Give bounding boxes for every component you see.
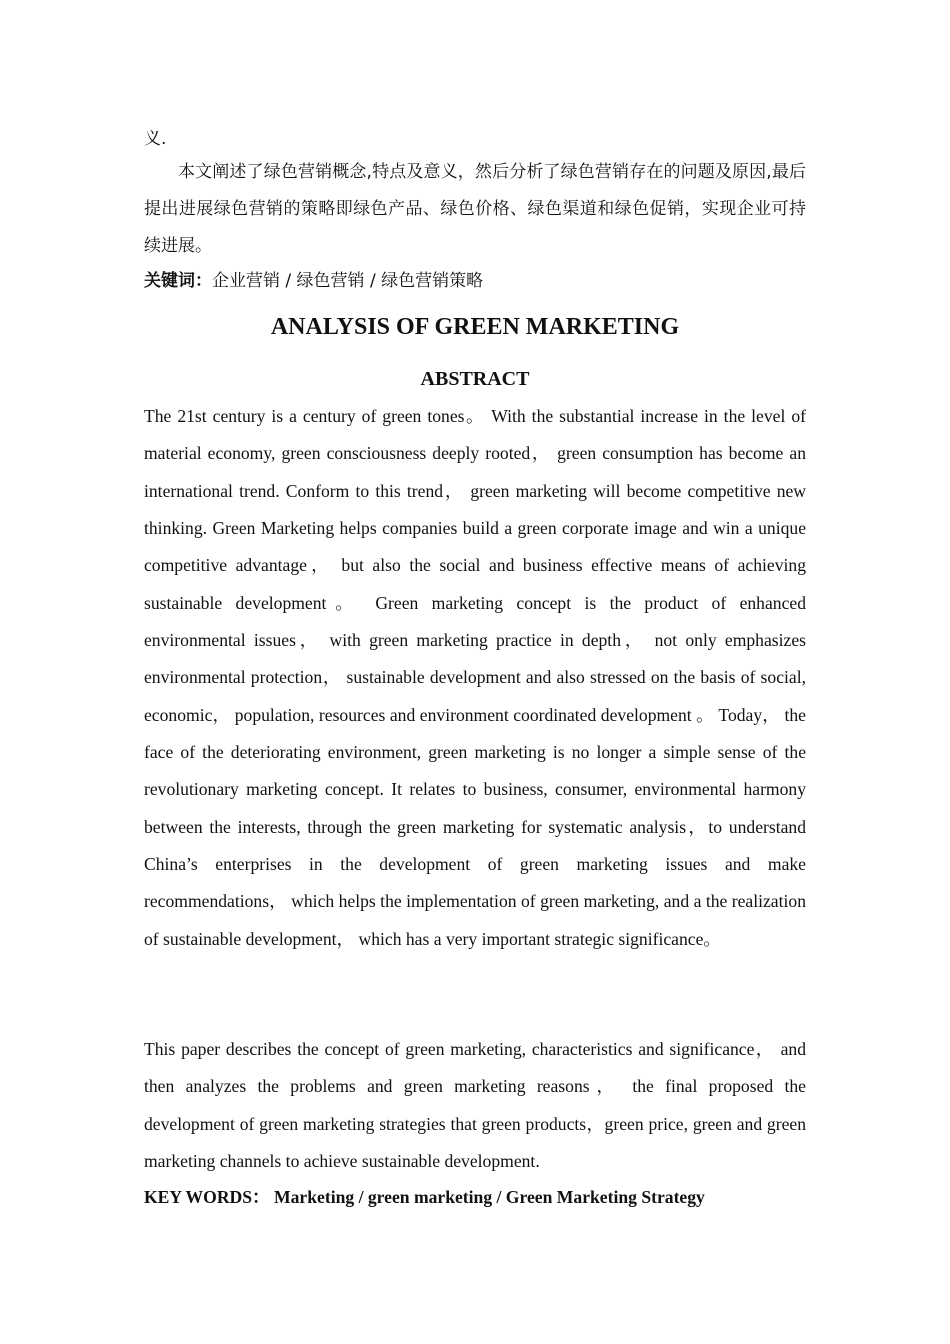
chinese-keywords-label: 关键词： — [144, 271, 212, 291]
english-title: ANALYSIS OF GREEN MARKETING — [270, 314, 680, 340]
abstract-heading: ABSTRACT — [420, 368, 530, 390]
english-keywords-list: Marketing / green marketing / Green Marketing Strategy — [274, 1187, 705, 1207]
chinese-abstract-paragraph: 本文阐述了绿色营销概念,特点及意义，然后分析了绿色营销存在的问题及原因,最后提出进展绿色营销的策略即绿色产品、绿色价格、绿色渠道和绿色促销，实现企业可持续进展。 — [144, 162, 806, 256]
abstract-paragraph-2: This paper describes the concept of green marketing, characteristics and significance， and then analyzes the problems and green marketing reasons， the final proposed the development of green marketing strategies that green products，green price, green and green marketing channels to achieve sustainable development. — [144, 1039, 806, 1172]
chinese-keywords-list: 企业营销 / 绿色营销 / 绿色营销策略 — [212, 271, 484, 291]
english-keywords-label: KEY WORDS： — [144, 1187, 270, 1207]
chinese-keywords — [144, 263, 806, 300]
chinese-text-fragment: 义. — [144, 129, 167, 149]
abstract-paragraph-1: The 21st century is a century of green tones。 With the substantial increase in the level of material economy, green consciousness deeply rooted， green consumption has become an international trend. Conform to this trend， green marketing will become competitive new thinking. Green Marketing helps companies build a green corporate image and win a unique competitive advantage， but also the social and business effective means of achieving sustainable development。 Green marketing concept is the product of enhanced environmental issues， with green marketing practice in depth， not only emphasizes environmental protection， sustainable development and also stressed on the basis of social, economic， population, resources and environment coordinated development 。 Today， the face of the deteriorating environment, green marketing is no longer a simple sense of the revolutionary marketing concept. It relates to business, consumer, environmental harmony between the interests, through the green marketing for systematic analysis，to understand China’s enterprises in the development of green marketing issues and make recommendations， which helps the implementation of green marketing, and a the realization of sustainable development， which has a very important strategic significance。 — [144, 406, 806, 949]
english-keywords — [144, 1180, 806, 1214]
